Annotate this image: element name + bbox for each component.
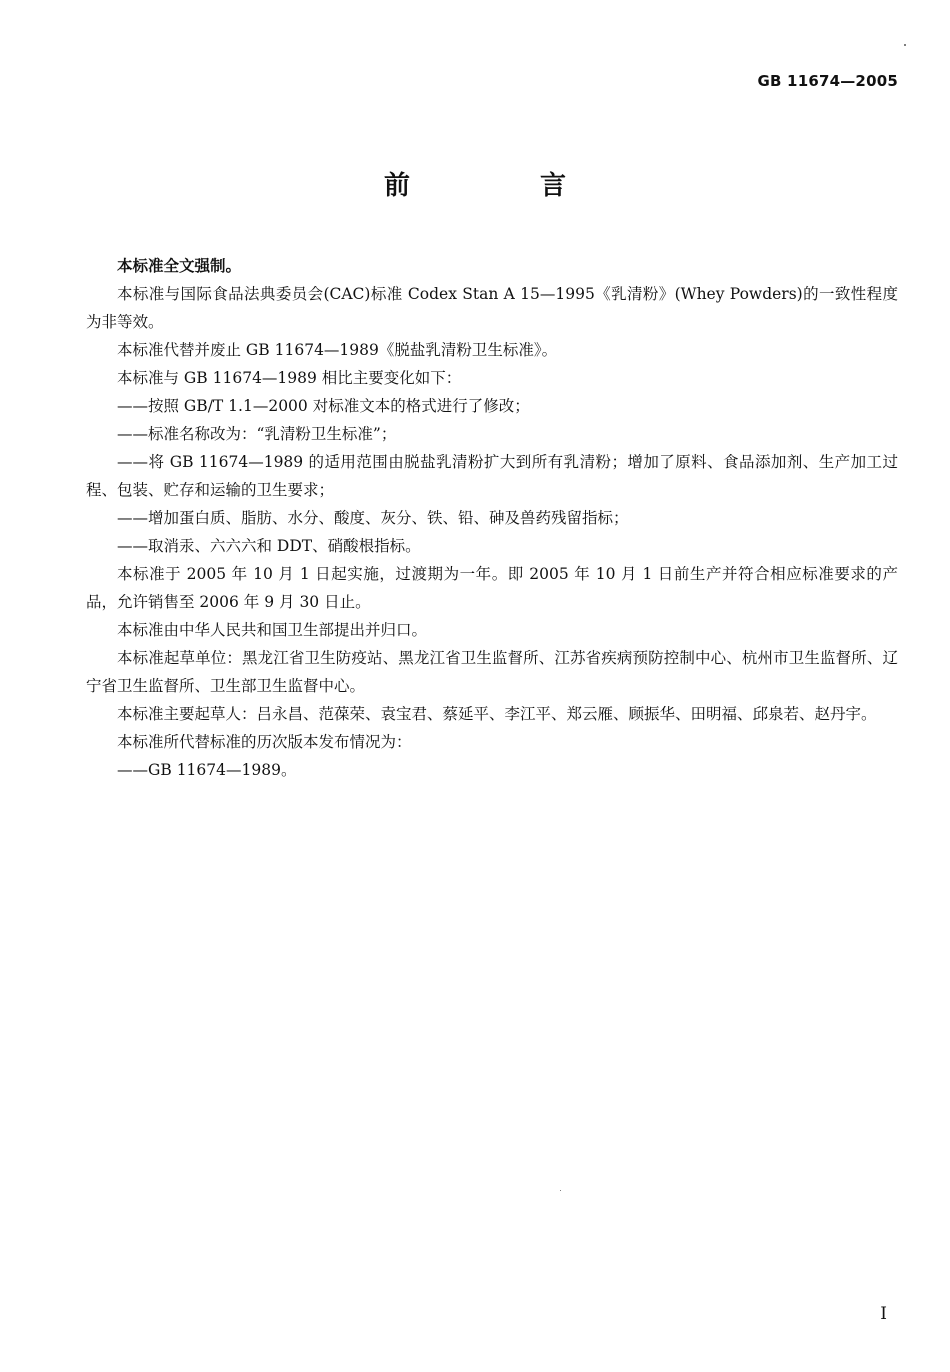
scan-speck <box>560 1190 561 1191</box>
page-number: I <box>880 1304 887 1324</box>
standard-code: GB 11674—2005 <box>757 72 898 90</box>
paragraph-drafting-units: 本标准起草单位：黑龙江省卫生防疫站、黑龙江省卫生监督所、江苏省疾病预防控制中心、杭州市卫生监督所、辽宁省卫生监督所、卫生部卫生监督中心。 <box>86 649 898 695</box>
paragraph-proposer: 本标准由中华人民共和国卫生部提出并归口。 <box>117 621 428 639</box>
scan-speck <box>904 44 906 46</box>
list-item: ——增加蛋白质、脂肪、水分、酸度、灰分、铁、铅、砷及兽药残留指标； <box>117 509 629 527</box>
paragraph-changes-intro: 本标准与 GB 11674—1989 相比主要变化如下： <box>117 369 462 387</box>
list-item: ——将 GB 11674—1989 的适用范围由脱盐乳清粉扩大到所有乳清粉；增加了原料、食品添加剂、生产加工过程、包装、贮存和运输的卫生要求； <box>86 453 898 499</box>
list-item: ——GB 11674—1989。 <box>117 761 297 779</box>
paragraph-drafters: 本标准主要起草人：吕永昌、范葆荣、袁宝君、蔡延平、李江平、郑云雁、顾振华、田明福、邱泉若、赵丹宇。 <box>117 705 877 723</box>
page-title: 前 言 <box>383 171 618 201</box>
list-item: ——按照 GB/T 1.1—2000 对标准文本的格式进行了修改； <box>117 397 530 415</box>
foreword-body <box>86 252 898 784</box>
paragraph-consistency: 本标准与国际食品法典委员会(CAC)标准 Codex Stan A 15—1995《乳清粉》(Whey Powders)的一致性程度为非等效。 <box>86 285 898 331</box>
paragraph-history-intro: 本标准所代替标准的历次版本发布情况为： <box>117 733 412 751</box>
paragraph-effective-date: 本标准于 2005 年 10 月 1 日起实施，过渡期为一年。即 2005 年 10 月 1 日前生产并符合相应标准要求的产品，允许销售至 2006 年 9 月 30 日止。 <box>86 565 898 611</box>
paragraph-replaces: 本标准代替并废止 GB 11674—1989《脱盐乳清粉卫生标准》。 <box>117 341 558 359</box>
paragraph-mandatory: 本标准全文强制。 <box>117 256 242 275</box>
list-item: ——取消汞、六六六和 DDT、硝酸根指标。 <box>117 537 421 555</box>
list-item: ——标准名称改为：“乳清粉卫生标准”； <box>117 425 397 443</box>
